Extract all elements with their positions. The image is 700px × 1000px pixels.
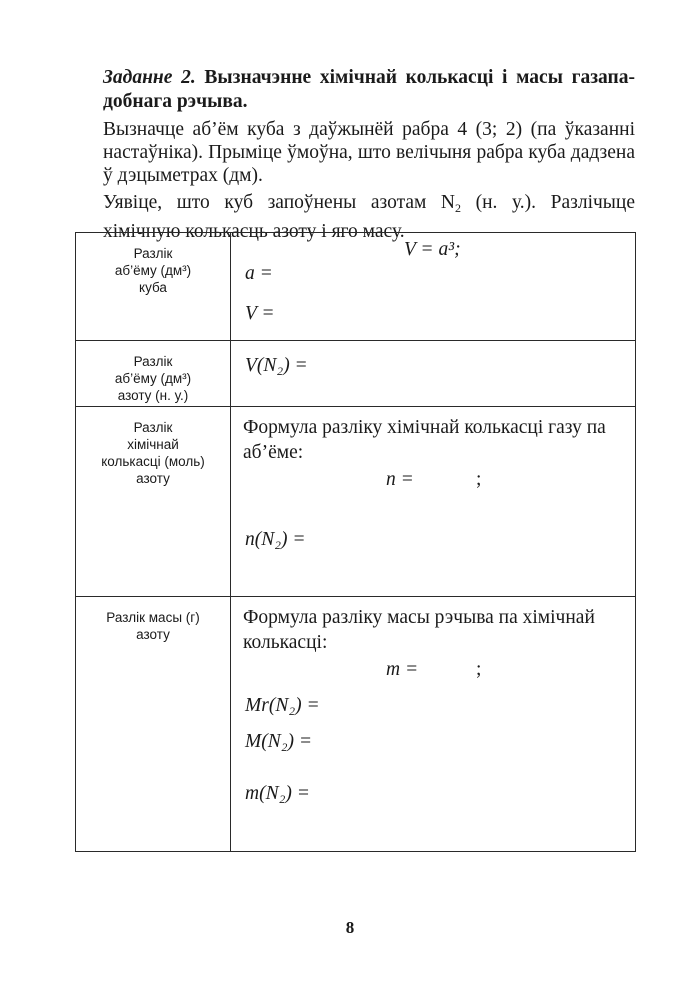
label-line: азоту	[136, 471, 170, 486]
formula: n =	[386, 469, 414, 490]
formula-title: Формула разліку хімічнай колькасці газу па аб’ёме:	[243, 417, 606, 463]
worksheet-table	[75, 232, 636, 852]
label-line: хімічнай	[127, 437, 179, 452]
label-line: Разлік	[133, 246, 173, 261]
answer-line[interactable]: a =	[245, 263, 273, 284]
answer-line[interactable]: n(N₂) =	[245, 529, 306, 550]
label-line: Разлік	[133, 420, 173, 435]
table-row	[76, 341, 636, 407]
label-line: куба	[139, 280, 167, 295]
row-label	[76, 407, 231, 597]
label-line: Разлік	[133, 354, 173, 369]
answer-line[interactable]: m(N₂) =	[245, 783, 310, 804]
paragraph-1: Вызначце аб’ём куба з даўжынёй рабра 4 (3; 2) (па ўказанні настаўніка). Прыміце ўмоўна, што велічыня рабра куба дадзена ў дэцыметрах (дм).	[103, 119, 635, 186]
formula-end: ;	[476, 659, 482, 680]
answer-line[interactable]: V =	[245, 303, 275, 324]
row-label	[76, 597, 231, 852]
label-line: аб’ёму (дм³)	[114, 371, 192, 386]
label-line: азоту (н. у.)	[117, 388, 189, 403]
task-section	[103, 66, 635, 243]
answer-line[interactable]: Mr(N₂) =	[245, 695, 320, 716]
row-answer-cell[interactable]	[231, 233, 636, 341]
row-label	[76, 233, 231, 341]
formula: m =	[386, 659, 419, 680]
task-heading	[103, 66, 635, 114]
answer-line[interactable]: M(N₂) =	[245, 731, 313, 752]
task-title: Вызначэнне хімічнай колькасці і масы газапа-добнага рэчыва.	[103, 67, 635, 112]
table-row	[76, 597, 636, 852]
page-number: 8	[345, 918, 355, 937]
label-line: колькасці (моль)	[101, 454, 205, 469]
row-label	[76, 341, 231, 407]
label-line: Разлік масы (г)	[106, 610, 200, 625]
label-line: аб’ёму (дм³)	[114, 263, 192, 278]
task-number: Заданне 2.	[103, 67, 196, 88]
formula-end: ;	[476, 469, 482, 490]
paragraph-2-before: Уявіце, што куб запоўнены азотам N	[103, 192, 456, 213]
formula-title: Формула разліку масы рэчыва па хімічнай колькасці:	[243, 607, 595, 653]
row-answer-cell[interactable]	[231, 407, 636, 597]
formula: V = a³;	[404, 239, 461, 260]
label-line: азоту	[136, 627, 170, 642]
table-row	[76, 233, 636, 341]
row-answer-cell[interactable]	[231, 341, 636, 407]
row-answer-cell[interactable]	[231, 597, 636, 852]
paragraph-2-after: (н. у.). Разлічыце хімічную колькасць азоту і яго масу.	[103, 192, 635, 242]
table-row	[76, 407, 636, 597]
answer-line[interactable]: V(N₂) =	[245, 355, 308, 376]
paragraph-2-subscript: 2	[455, 201, 462, 215]
